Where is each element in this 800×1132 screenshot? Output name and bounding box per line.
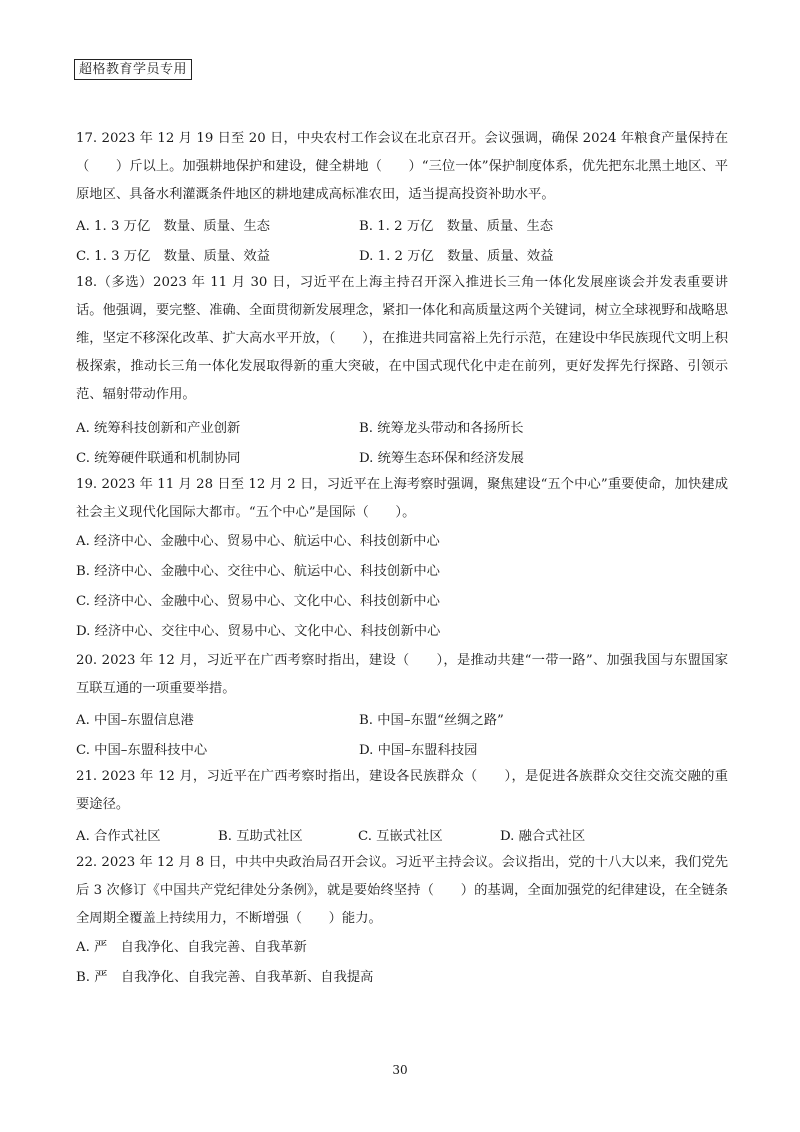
option-row bbox=[76, 411, 728, 441]
question-stem: 17. 2023 年 12 月 19 日至 20 日，中央农村工作会议在北京召开。会议强调，确保 2024 年粮食产量保持在（ ）斤以上。加强耕地保护和建设，健全耕地（ ）“三位一体”保护制度体系，优先把东北黑土地区、平原地区、具备水利灌溉条件地区的耕地建成高标准农田，适当提高投资补助水平。 bbox=[76, 131, 728, 202]
page-number: 30 bbox=[392, 1063, 408, 1077]
option-c: C. 经济中心、金融中心、贸易中心、文化中心、科技创新中心 bbox=[76, 594, 440, 609]
option-row bbox=[76, 239, 728, 269]
option-d: D. 融合式社区 bbox=[500, 828, 586, 844]
question-22 bbox=[76, 849, 728, 993]
option-d: D. 统筹生态环保和经济发展 bbox=[359, 450, 524, 466]
question-18 bbox=[76, 269, 728, 471]
option-row bbox=[76, 703, 728, 733]
question-stem: 19. 2023 年 11 月 28 日至 12 月 2 日，习近平在上海考察时强调，聚焦建设“五个中心”重要使命，加快建成社会主义现代化国际大都市。“五个中心”是国际（ ）。 bbox=[76, 477, 728, 520]
option-a: A. 严 自我净化、自我完善、自我革新 bbox=[76, 940, 307, 955]
question-stem: 18.（多选）2023 年 11 月 30 日，习近平在上海主持召开深入推进长三角一体化发展座谈会并发表重要讲话。他强调，要完整、准确、全面贯彻新发展理念，紧扣一体化和高质量这两个关键词，树立全球视野和战略思维，坚定不移深化改革、扩大高水平开放，（ ），在推进共同富裕上先行示范，在建设中华民族现代文明上积极探索，推动长三角一体化发展取得新的重大突破，在中国式现代化中走在前列，更好发挥先行探路、引领示范、辐射带动作用。 bbox=[76, 275, 728, 402]
question-stem: 21. 2023 年 12 月，习近平在广西考察时指出，建设各民族群众（ ），是促进各族群众交往交流交融的重要途径。 bbox=[76, 769, 728, 812]
option-b: B. 统筹龙头带动和各扬所长 bbox=[359, 420, 524, 436]
header-tag: 超格教育学员专用 bbox=[74, 59, 192, 80]
option-b: B. 严 自我净化、自我完善、自我革新、自我提高 bbox=[76, 970, 374, 985]
option-c: C. 1. 3 万亿 数量、质量、效益 bbox=[76, 248, 271, 264]
option-c: C. 统筹硬件联通和机制协同 bbox=[76, 450, 241, 466]
question-20 bbox=[76, 647, 728, 763]
option-c: C. 互嵌式社区 bbox=[358, 828, 443, 844]
question-list bbox=[76, 125, 728, 993]
question-21 bbox=[76, 763, 728, 849]
option-b: B. 1. 2 万亿 数量、质量、生态 bbox=[359, 218, 554, 234]
option-row bbox=[76, 819, 728, 849]
option-a: A. 中国–东盟信息港 bbox=[76, 712, 194, 728]
option-a: A. 统筹科技创新和产业创新 bbox=[76, 420, 241, 436]
question-19 bbox=[76, 471, 728, 647]
option-row bbox=[76, 441, 728, 471]
option-a: A. 合作式社区 bbox=[76, 828, 161, 844]
option-b: B. 经济中心、金融中心、交往中心、航运中心、科技创新中心 bbox=[76, 564, 440, 579]
option-a: A. 1. 3 万亿 数量、质量、生态 bbox=[76, 218, 270, 234]
option-b: B. 互助式社区 bbox=[218, 828, 303, 844]
option-row bbox=[76, 733, 728, 763]
option-c: C. 中国–东盟科技中心 bbox=[76, 742, 208, 758]
question-stem: 22. 2023 年 12 月 8 日，中共中央政治局召开会议。习近平主持会议。会议指出，党的十八大以来，我们党先后 3 次修订《中国共产党纪律处分条例》，就是要始终坚持（ ）的基调，全面加强党的纪律建设，在全链条全周期全覆盖上持续用力，不断增强（ ）能力。 bbox=[76, 855, 728, 926]
option-a: A. 经济中心、金融中心、贸易中心、航运中心、科技创新中心 bbox=[76, 534, 440, 549]
option-b: B. 中国–东盟“丝绸之路” bbox=[359, 712, 504, 728]
option-d: D. 经济中心、交往中心、贸易中心、文化中心、科技创新中心 bbox=[76, 624, 441, 639]
option-d: D. 中国–东盟科技园 bbox=[359, 742, 478, 758]
question-stem: 20. 2023 年 12 月，习近平在广西考察时指出，建设（ ），是推动共建“一带一路”、加强我国与东盟国家互联互通的一项重要举措。 bbox=[76, 653, 728, 696]
option-d: D. 1. 2 万亿 数量、质量、效益 bbox=[359, 248, 554, 264]
question-17 bbox=[76, 125, 728, 269]
option-row bbox=[76, 209, 728, 239]
